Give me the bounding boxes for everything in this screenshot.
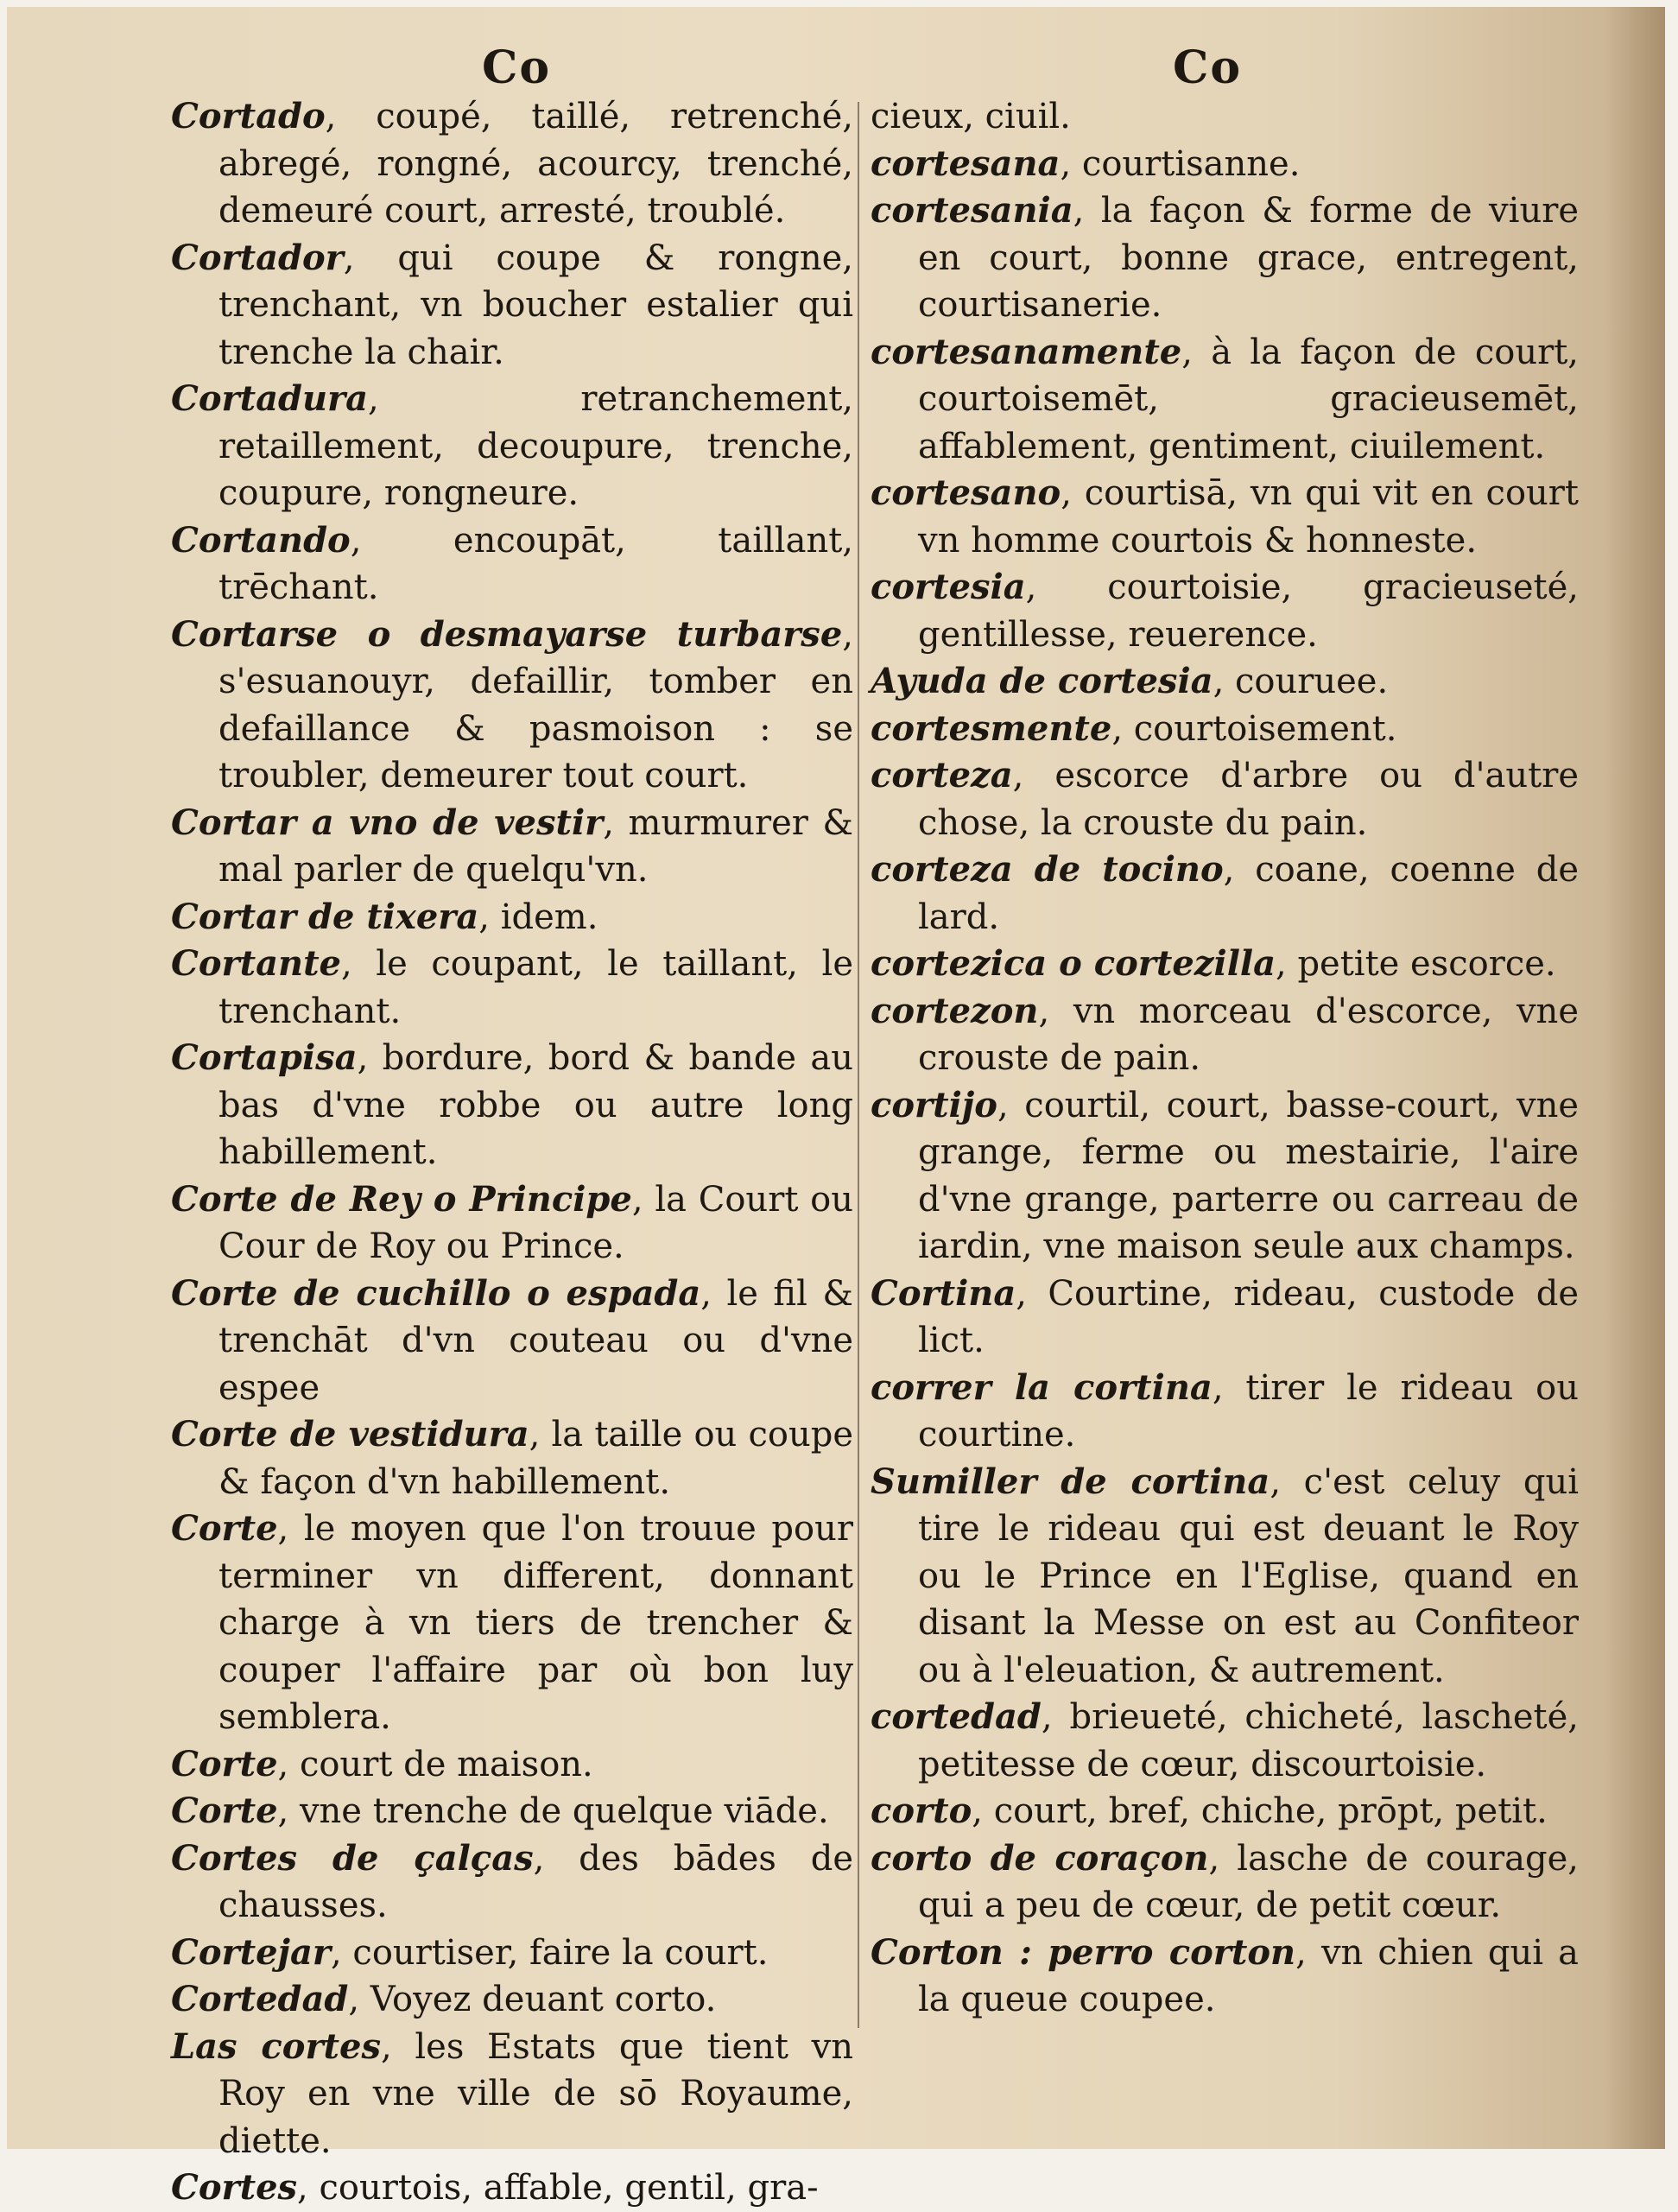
dictionary-entry [171,2024,853,2165]
entry-headword: Corte de cuchillo o espada [171,1272,701,1314]
entry-headword: Cortejar [171,1931,331,1973]
dictionary-entry [871,1365,1579,1459]
entry-definition: , vn chien qui a la queue coupee. [918,1932,1579,2019]
entry-headword: corteza de tocino [871,849,1224,890]
dictionary-entry [171,517,853,612]
entry-definition: , Voyez deuant corto. [348,1980,717,2019]
book-page [7,7,1665,2208]
entry-definition: , courtisā, vn qui vit en court vn homme courtois & honneste. [918,473,1579,561]
entry-headword: Cortina [871,1272,1016,1314]
dictionary-entry [871,1930,1579,2024]
entry-definition: , court de maison. [277,1744,593,1784]
entry-definition: , retranchement, retaillement, decoupure, trenche, coupure, rongneure. [218,379,853,513]
page-gutter-shadow [1605,7,1665,2149]
entry-headword: cortezica o cortezilla [871,943,1276,984]
entry-definition: , s'esuanouyr, defaillir, tomber en defaillance & pasmoison : se troubler, demeurer tout court. [218,614,853,795]
dictionary-entry [171,800,853,894]
entry-definition: , petite escorce. [1276,944,1556,984]
dictionary-entry [871,752,1579,846]
entry-headword: Cortes de çalças [171,1837,534,1879]
entry-headword: Ayuda de cortesia [871,661,1213,701]
dictionary-entry [871,941,1579,988]
dictionary-entry [871,329,1579,471]
dictionary-entry [171,1505,853,1741]
entry-definition: , couruee. [1213,662,1389,701]
right-running-head: Co [1172,41,1243,94]
entry-definition: , courtoisement. [1111,708,1397,749]
dictionary-entry [871,187,1579,329]
entry-headword: cortesia [871,567,1026,607]
dictionary-entry [871,1082,1579,1271]
entry-headword: correr la cortina [871,1366,1213,1408]
dictionary-entry [871,1788,1579,1835]
dictionary-entry [171,235,853,377]
dictionary-entry [871,846,1579,941]
entry-definition: , murmurer & mal parler de quelqu'vn. [218,802,854,890]
entry-definition: , tirer le rideau ou courtine. [918,1367,1579,1455]
column-divider [858,102,859,2028]
entry-headword: cortesano [871,472,1061,513]
entry-headword: Cortes [171,2167,298,2208]
dictionary-entry [171,612,853,800]
entry-headword: Corte de Rey o Principe [171,1178,632,1220]
entry-headword: Cortador [171,237,344,278]
entry-headword: corto [871,1791,972,1831]
entry-definition: , le fil & trenchāt d'vn couteau ou d'vne espee [218,1273,853,1408]
entry-headword: Corte [171,1508,278,1549]
entry-definition: , la Court ou Cour de Roy ou Prince. [218,1179,853,1266]
entry-definition: , vn morceau d'escorce, vne crouste de pain. [918,991,1579,1078]
entry-definition: , idem. [478,897,598,937]
entry-definition: , des bādes de chausses. [218,1838,853,1925]
dictionary-entry [171,376,853,517]
left-running-head: Co [481,41,552,94]
entry-definition: , courtil, court, basse-court, vne grange, ferme ou mestairie, l'aire d'vne grange, parterre ou carreau de iardin, vne maison seule aux champs. [918,1085,1579,1266]
entry-definition: , les Estats que tient vn Roy en vne ville de sō Royaume, diette. [218,2026,853,2161]
dictionary-entry [871,706,1579,753]
entry-headword: cortezon [871,990,1039,1031]
entry-definition: cieux, ciuil. [871,97,1071,136]
entry-headword: Corton : perro corton [871,1931,1296,1973]
dictionary-entry [171,1930,853,1977]
entry-headword: Corte [171,1791,278,1831]
entry-definition: , escorce d'arbre ou d'autre chose, la crouste du pain. [918,756,1579,843]
entry-headword: cortesanamente [871,331,1182,372]
dictionary-entry [171,93,853,235]
entry-definition: , c'est celuy qui tire le rideau qui est deuant le Roy ou le Prince en l'Eglise, quand en disant la Messe on est au Confiteor ou à l'eleuation, & autrement. [918,1461,1580,1690]
dictionary-entry [171,894,853,941]
dictionary-entry [171,1835,853,1930]
entry-headword: Corte [171,1743,278,1784]
entry-definition: , vne trenche de quelque viāde. [277,1791,829,1831]
dictionary-entry [171,2164,853,2212]
dictionary-entry [871,564,1579,658]
entry-definition: , encoupāt, taillant, trēchant. [218,520,853,607]
entry-headword: Las cortes [171,2025,381,2067]
entry-definition: , courtois, affable, gentil, gra- [297,2168,819,2208]
entry-headword: Cortadura [171,378,369,419]
dictionary-entry [171,1176,853,1271]
entry-headword: cortesania [871,190,1073,231]
entry-headword: Cortante [171,943,341,984]
dictionary-entry [171,1271,853,1412]
entry-headword: cortesana [871,143,1061,184]
entry-definition: , courtoisie, gracieuseté, gentillesse, reuerence. [918,567,1579,655]
entry-definition: , la façon & forme de viure en court, bonne grace, entregent, courtisanerie. [918,191,1579,325]
dictionary-entry [871,1271,1579,1365]
entry-definition: , à la façon de court, courtoisemēt, gracieusemēt, affablement, gentiment, ciuilement. [918,332,1579,466]
entry-definition: , courtisanne. [1060,143,1301,184]
entry-headword: Cortado [171,96,326,136]
entry-definition: , coupé, taillé, retrenché, abregé, rongné, acourcy, trenché, demeuré court, arresté, troublé. [218,97,853,231]
entry-definition: , la taille ou coupe & façon d'vn habillement. [218,1415,853,1502]
entry-headword: Corte de vestidura [171,1414,529,1455]
dictionary-entry [871,470,1579,564]
entry-headword: Cortar de tixera [171,896,479,937]
dictionary-entry [871,1694,1579,1788]
dictionary-entry [171,1035,853,1176]
entry-definition: , le coupant, le taillant, le trenchant. [218,944,853,1031]
dictionary-entry [871,1835,1579,1930]
dictionary-entry [171,1788,853,1835]
dictionary-entry [871,1459,1579,1695]
entry-definition: , qui coupe & rongne, trenchant, vn boucher estalier qui trenche la chair. [218,238,853,372]
entry-headword: corteza [871,755,1013,795]
entry-headword: cortijo [871,1084,997,1125]
entry-definition: , lasche de courage, qui a peu de cœur, de petit cœur. [918,1838,1579,1925]
dictionary-entry [871,141,1579,188]
entry-definition: , bordure, bord & bande au bas d'vne robbe ou autre long habillement. [218,1038,853,1172]
entry-headword: Cortarse o desmayarse turbarse [171,613,843,655]
entry-headword: Cortapisa [171,1037,358,1078]
dictionary-entry [171,1976,853,2024]
dictionary-entry [171,1411,853,1505]
left-column [171,93,854,2208]
entry-headword: Cortando [171,519,351,561]
dictionary-entry [871,658,1579,706]
dictionary-entry [171,941,853,1035]
entry-definition: , Courtine, rideau, custode de lict. [918,1273,1579,1360]
entry-definition: , courtiser, faire la court. [330,1932,769,1973]
entry-headword: corto de coraçon [871,1837,1209,1879]
right-column [871,93,1579,2028]
dictionary-entry [171,1741,853,1789]
dictionary-entry [871,988,1579,1082]
dictionary-entry [871,93,1579,141]
entry-headword: Sumiller de cortina [871,1461,1270,1502]
entry-headword: Cortar a vno de vestir [171,802,604,843]
entry-headword: Cortedad [171,1979,349,2019]
entry-definition: , court, bref, chiche, prōpt, petit. [972,1791,1548,1831]
entry-headword: cortedad [871,1696,1042,1737]
entry-headword: cortesmente [871,707,1112,749]
entry-definition: , le moyen que l'on trouue pour terminer vn different, donnant charge à vn tiers de trencher & couper l'affaire par où bon luy semblera. [218,1509,853,1737]
entry-definition: , coane, coenne de lard. [918,850,1579,937]
entry-definition: , brieueté, chicheté, lascheté, petitesse de cœur, discourtoisie. [918,1697,1579,1784]
